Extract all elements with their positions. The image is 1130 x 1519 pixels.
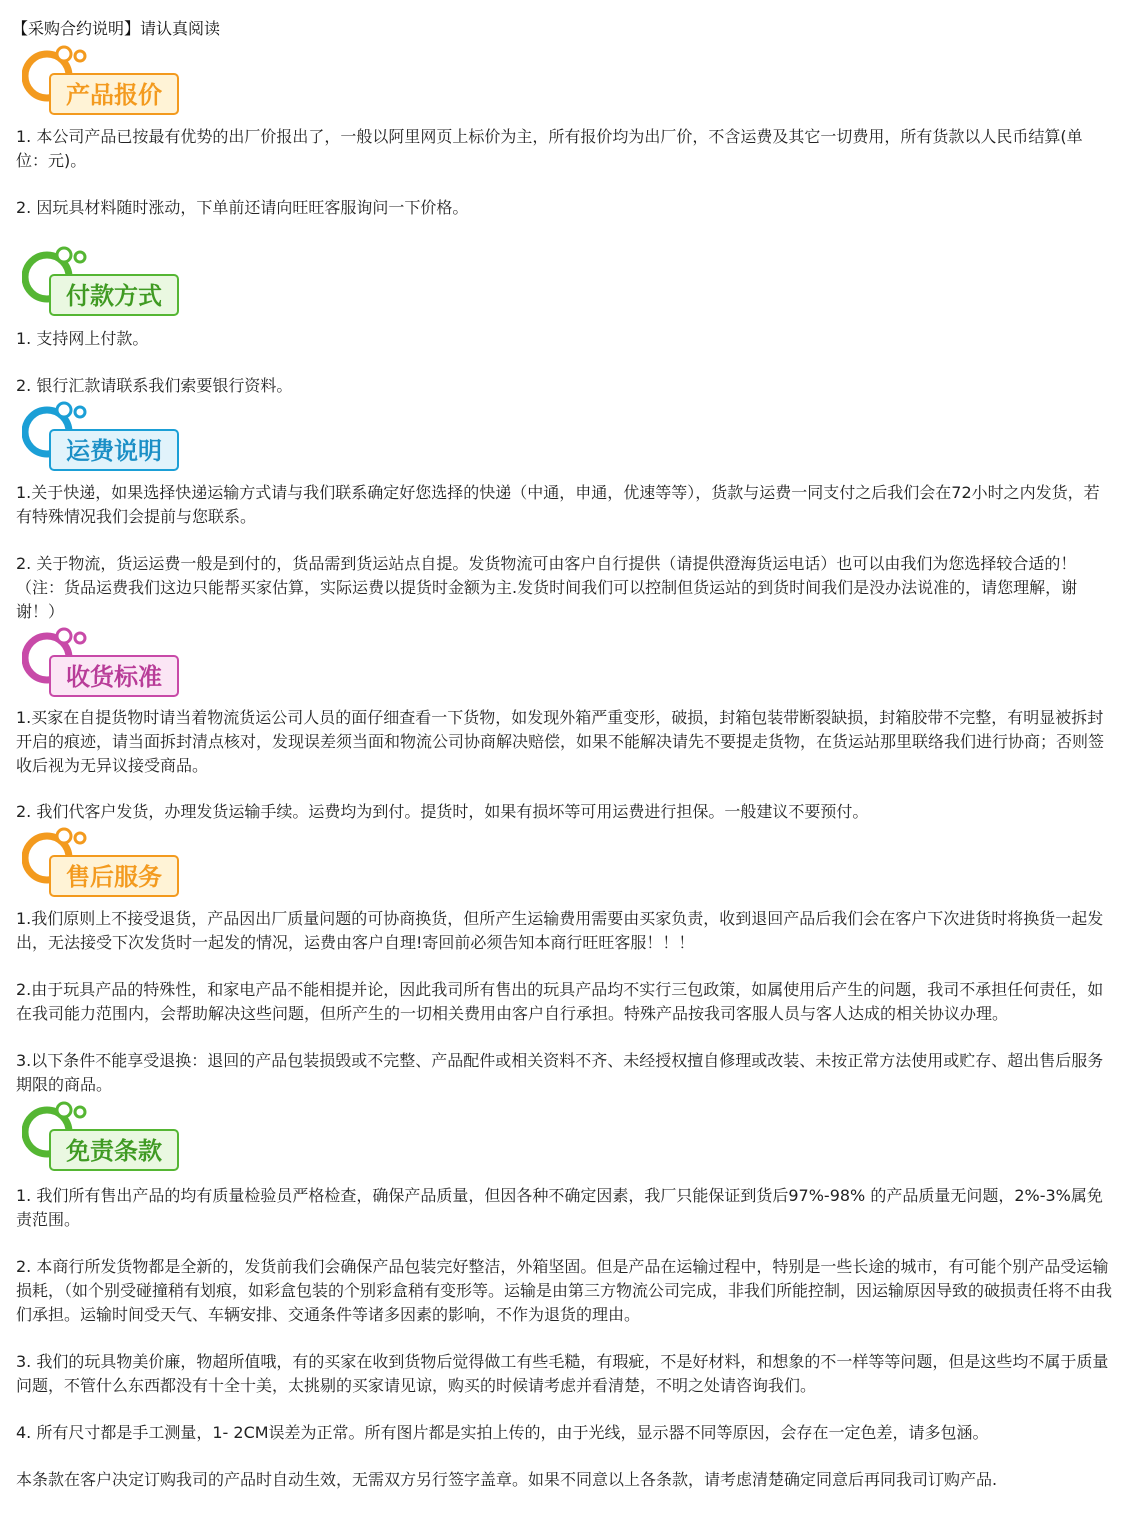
paragraph: 2. 银行汇款请联系我们索要银行资料。: [16, 376, 293, 395]
paragraph: 1.关于快递，如果选择快递运输方式请与我们联系确定好您选择的快递（中通，申通，优速等等），货款与运费一同支付之后我们会在72小时之内发货，若有特殊情况我们会提前与您联系。: [16, 483, 1100, 526]
badge-graphic: [22, 626, 182, 700]
badge-label-payment: 付款方式: [66, 282, 162, 310]
badge-graphic: [22, 826, 182, 900]
badge-graphic: [22, 245, 182, 319]
section-badge-after-sales: [22, 826, 182, 900]
badge-graphic: [22, 44, 182, 118]
paragraph: 2. 本商行所发货物都是全新的，发货前我们会确保产品包装完好整洁，外箱坚固。但是产品在运输过程中，特别是一些长途的城市，有可能个别产品受运输损耗，（如个别受碰撞稍有划痕，如彩盒包装的个别彩盒稍有变形等。运输是由第三方物流公司完成，非我们所能控制，因运输原因导致的破损责任将不由我们承担。运输时间受天气、车辆安排、交通条件等诸多因素的影响，不作为退货的理由。: [16, 1257, 1113, 1324]
paragraph: 1.买家在自提货物时请当着物流货运公司人员的面仔细查看一下货物，如发现外箱严重变形，破损，封箱包装带断裂缺损，封箱胶带不完整，有明显被拆封开启的痕迹，请当面拆封清点核对，发现误差须当面和物流公司协商解决赔偿，如果不能解决请先不要提走货物，在货运站那里联络我们进行协商；否则签收后视为无异议接受商品。: [16, 708, 1105, 775]
section-badge-payment: [22, 245, 182, 319]
section-badge-shipping: [22, 400, 182, 474]
closing-paragraph: 本条款在客户决定订购我司的产品时自动生效，无需双方另行签字盖章。如果不同意以上各条款，请考虑清楚确定同意后再同我司订购产品.: [16, 1470, 998, 1489]
page-title: 【采购合约说明】请认真阅读: [12, 19, 221, 38]
section-badge-receiving: [22, 626, 182, 700]
paragraph: 2.由于玩具产品的特殊性，和家电产品不能相提并论，因此我司所有售出的玩具产品均不实行三包政策，如属使用后产生的问题，我司不承担任何责任，如在我司能力范围内，会帮助解决这些问题，但所产生的一切相关费用由客户自行承担。特殊产品按我司客服人员与客人达成的相关协议办理。: [16, 980, 1104, 1023]
paragraph: 1. 支持网上付款。: [16, 329, 149, 348]
paragraph: 2. 我们代客户发货，办理发货运输手续。运费均为到付。提货时，如果有损坏等可用运费进行担保。一般建议不要预付。: [16, 802, 869, 821]
paragraph: 1.我们原则上不接受退货，产品因出厂质量问题的可协商换货，但所产生运输费用需要由买家负责，收到退回产品后我们会在客户下次进货时将换货一起发出，无法接受下次发货时一起发的情况，运费由客户自理!寄回前必须告知本商行旺旺客服！！！: [16, 909, 1104, 952]
paragraph: 2. 因玩具材料随时涨动，下单前还请向旺旺客服询问一下价格。: [16, 198, 469, 217]
paragraph: 4. 所有尺寸都是手工测量，1- 2CM误差为正常。所有图片都是实拍上传的，由于光线，显示器不同等原因，会存在一定色差，请多包涵。: [16, 1423, 989, 1442]
badge-graphic: [22, 1100, 182, 1174]
paragraph: 3. 我们的玩具物美价廉，物超所值哦，有的买家在收到货物后觉得做工有些毛糙，有瑕疵，不是好材料，和想象的不一样等等问题，但是这些均不属于质量问题，不管什么东西都没有十全十美，太挑剔的买家请见谅，购买的时候请考虑并看清楚，不明之处请咨询我们。: [16, 1352, 1109, 1395]
badge-graphic: [22, 400, 182, 474]
paragraph: 3.以下条件不能享受退换：退回的产品包装损毁或不完整、产品配件或相关资料不齐、未经授权擅自修理或改装、未按正常方法使用或贮存、超出售后服务期限的商品。: [16, 1051, 1104, 1094]
section-badge-pricing: [22, 44, 182, 118]
paragraph: 1. 我们所有售出产品的均有质量检验员严格检查，确保产品质量，但因各种不确定因素，我厂只能保证到货后97%-98% 的产品质量无问题，2%-3%属免责范围。: [16, 1186, 1103, 1229]
paragraph: 2. 关于物流，货运运费一般是到付的，货品需到货运站点自提。发货物流可由客户自行提供（请提供澄海货运电话）也可以由我们为您选择较合适的！（注：货品运费我们这边只能帮买家估算，实际运费以提货时金额为主.发货时间我们可以控制但货运站的到货时间我们是没办法说准的，请您理解，谢谢！）: [16, 554, 1078, 621]
badge-label-disclaimer: 免责条款: [66, 1137, 162, 1165]
paragraph: 1. 本公司产品已按最有优势的出厂价报出了，一般以阿里网页上标价为主，所有报价均为出厂价，不含运费及其它一切费用，所有货款以人民币结算(单位：元)。: [16, 127, 1083, 170]
badge-label-pricing: 产品报价: [66, 81, 162, 109]
badge-label-after-sales: 售后服务: [66, 863, 162, 891]
badge-label-shipping: 运费说明: [66, 437, 162, 465]
section-badge-disclaimer: [22, 1100, 182, 1174]
badge-label-receiving: 收货标准: [66, 663, 162, 691]
